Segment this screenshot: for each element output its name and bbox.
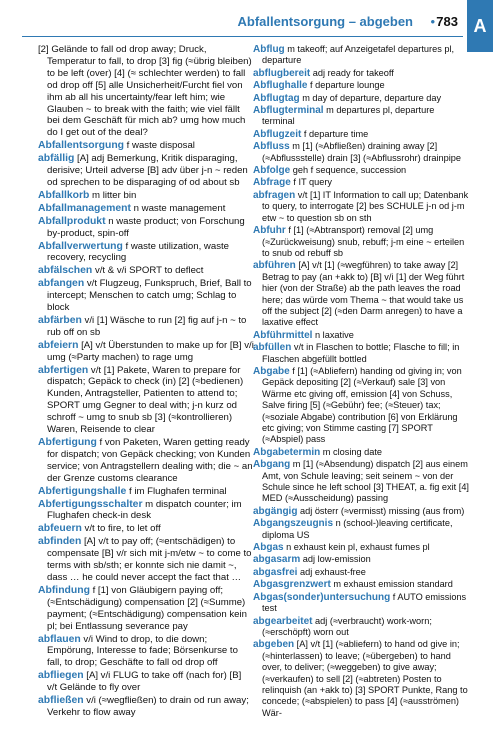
dictionary-entry [253,506,469,517]
entry-definition: m [1] (≈Abfließen) draining away [2] (≈Abflussstelle) drain [3] (≈Abflussrohr) drainpipe [262,141,462,163]
headword: Abflugterminal [253,105,324,117]
page-header [0,0,493,44]
headword: Abgas(sonder)untersuchung [253,591,391,603]
entry-definition: v/t to fire, to let off [81,523,161,535]
entry-definition: f departure time [301,128,369,139]
headword: Abflug [253,44,285,55]
dictionary-entry [38,216,254,240]
dictionary-entry [253,616,469,639]
headword: abfinden [38,536,82,548]
entry-definition: adj österr (≈vermisst) missing (aus from) [297,505,465,516]
headword: Abgas [253,542,284,554]
dictionary-entry [38,340,254,364]
headword: abgängig [253,505,298,517]
dictionary-entry [253,542,469,553]
dictionary-entry [38,265,254,277]
headword: abgeben [253,639,295,651]
entry-definition: v/i (≈wegfließen) to drain od run away; Verkehr to flow away [47,695,249,718]
dictionary-entry [38,437,254,485]
dictionary-entry [253,330,469,341]
dictionary-entry [38,634,254,670]
entry-definition: m exhaust emission standard [330,579,453,590]
headword: abfragen [253,189,296,201]
left-column [38,44,254,720]
headword: Abgabe [253,365,290,377]
headword: Abfertigung [38,437,97,448]
entry-definition: f im Flughafen terminal [126,485,227,497]
entry-definition: adj (≈verbraucht) work-worn; (≈erschöpft) worn out [262,615,432,637]
headword: abfertigen [38,364,89,376]
headword: Abfallprodukt [38,215,106,227]
dictionary-entry [253,579,469,590]
entry-definition: f [1] (≈Abliefern) handing od giving in; von Gepäck depositing [2] (≈Verkauf) sale [3] von Wärme etc giving off, emission [4] von Schuss, Salve firing [5] (≈Gebühr) fee; (≈Steuer) tax; (≈soziale Abgabe) contribution [6] von Erklärung etc giving; von Stimme casting [7] SPORT (≈Abspiel) pass [262,365,462,445]
dictionary-entry [38,44,254,139]
headword: Abgabetermin [253,446,321,458]
right-column [253,44,469,720]
dictionary-entry [253,518,469,541]
headword: Abfallverwertung [38,240,123,252]
headword: Abflugtag [253,92,300,104]
entry-definition: v/t [1] IT Information to call up; Datenbank to query, to interrogate [2] bes SCHULE j-n od j-m etw ~ to question sb on sth [262,189,469,223]
headword: Abfrage [253,177,291,189]
dictionary-entry [253,260,469,328]
dictionary-entry [253,68,469,79]
entry-definition: m litter bin [89,189,137,201]
headword: Abfindung [38,584,90,596]
running-head: Abfallentsorgung – abgeben [237,14,413,29]
headword: Abfallmanagement [38,202,131,214]
entry-definition: f waste utilization, waste recovery, recycling [47,240,229,264]
dictionary-entry [38,486,254,498]
dictionary-entry [253,592,469,615]
entry-definition: [A] v/t Überstunden to make up for [B] v/i umg (≈Party machen) to rage umg [47,339,254,363]
entry-definition: m day of departure, departure day [299,92,442,103]
header-rule [22,36,463,37]
headword: Abgang [253,459,291,471]
dictionary-entry [38,523,254,535]
headword: Abgangszeugnis [253,518,334,530]
entry-definition: v/i Wind to drop, to die down; Empörung, Interesse to fade; Börsenkurse to fall, to drop; Geschäfte to fall od drop off [47,633,238,669]
headword: abführen [253,260,296,272]
dictionary-entry [38,499,254,523]
thumb-index-tab [467,0,493,52]
entry-definition: m departures pl, departure terminal [262,105,435,127]
entry-definition: f von Paketen, Waren getting ready for dispatch; von Gepäck checking; von Kunden service; von Antragstellern dealing with; die ~ an der Grenze customs clearance [47,437,253,484]
dictionary-entry [253,225,469,259]
dictionary-entry [253,554,469,565]
header-separator-dot: • [430,14,435,29]
headword: Abfallkorb [38,189,90,201]
dictionary-entry [38,190,254,202]
entry-definition: adj ready for takeoff [310,67,394,78]
headword: abflauen [38,633,81,645]
entry-definition: n laxative [312,329,354,340]
dictionary-entry [253,459,469,505]
entry-definition: n (school-)leaving certificate, diploma US [262,518,453,540]
page-number: 783 [436,14,458,29]
dictionary-entry [38,365,254,436]
dictionary-entry [253,447,469,458]
headword: abfälschen [38,265,93,277]
headword: Abfertigungsschalter [38,498,143,510]
dictionary-entry [38,585,254,633]
headword: abfeuern [38,523,82,535]
dictionary-entry [38,670,254,694]
headword: Abfertigungshalle [38,485,127,497]
thumb-index-letter: A [473,15,487,36]
dictionary-entry [253,639,469,719]
entry-definition: v/t [1] Pakete, Waren to prepare for dispatch; Gepäck to check (in) [2] (≈bedienen) Kunden, Antragsteller, Patienten to attend to; SPORT umg Gegner to deal with; j-n kurz od schroff ~ umg to snub sb [3] (≈kontrollieren) Waren, Reisende to clear [47,364,244,436]
entry-definition: [A] adj Bemerkung, Kritik disparaging, derisive; Urteil adverse [B] adv über j-n ~ reden od sprechen to be disparaging of od about sb [47,153,248,188]
entry-definition: n exhaust kein pl, exhaust fumes pl [283,542,430,553]
entry-definition: v/t & v/i SPORT to deflect [92,265,204,277]
entry-definition: m [1] (≈Absendung) dispatch [2] aus einem Amt, von Schule leaving; seit seinem ~ von der Schule since he left school [3] THEAT, a. fig exit [4] MED (≈Ausscheidung) passing [262,459,469,504]
entry-definition: m closing date [320,446,383,457]
headword: Abführmittel [253,329,313,341]
dictionary-entry [38,140,254,152]
dictionary-entry [253,366,469,446]
headword: abfällig [38,153,75,165]
dictionary-entry [253,141,469,164]
entry-definition: n waste management [130,202,226,214]
entry-definition: [A] v/t to pay off; (≈entschädigen) to compensate [B] v/r sich mit j-m/etw ~ to come to terms with sb/sth; er konnte sich nie damit ~, dass … he could never accept the fact that … [47,536,252,583]
dictionary-entry [253,567,469,578]
dictionary-entry [253,93,469,104]
dictionary-entry [253,190,469,224]
headword: abgearbeitet [253,615,313,627]
entry-definition: geh f sequence, succession [290,165,407,176]
entry-definition: v/t Flugzeug, Funkspruch, Brief, Ball to intercept; Menschen to catch umg; Schlag to block [47,278,252,314]
dictionary-entry [38,695,254,719]
headword: abfeiern [38,339,79,351]
headword: abfüllen [253,342,292,354]
entry-definition: adj exhaust-free [297,566,366,577]
dictionary-entry [253,165,469,176]
headword: abgasfrei [253,566,298,578]
entry-definition: n waste product; von Forschung by-product, spin-off [47,215,245,239]
headword: Abfuhr [253,225,286,237]
dictionary-entry [253,105,469,128]
entry-definition: adj low-emission [300,554,371,565]
entry-definition: [A] v/t [1] (≈abliefern) to hand od give in; (≈hinterlassen) to leave; (≈übergeben) to hand over, to deliver; (≈weggeben) to give away; (≈verkaufen) to sell [2] (≈abtreten) Posten to relinquish (an +akk to) [3] SPORT Punkte, Rang to concede; (≈abspielen) to pass [4] (≈ausströmen) Wär- [262,639,468,718]
headword: abfangen [38,278,85,290]
entry-definition: [A] v/t [1] (≈wegführen) to take away [2] Betrag to pay (an +akk to) [B] v/i [1] der Weg führt hier (von der Straße) ab the path leaves the road here; das würde vom Thema ~ that would take us off the subject [2] (≈den Darm anregen) to have a laxative effect [262,260,465,328]
dictionary-entry [253,129,469,140]
entry-definition: v/i [1] Wäsche to run [2] fig auf j-n ~ to rub off on sb [47,314,247,338]
dictionary-entry [38,278,254,314]
headword: Abfallentsorgung [38,140,125,152]
entry-definition: f IT query [290,177,332,188]
dictionary-entry [38,241,254,265]
entry-definition: m takeoff; auf Anzeigetafel departures pl, departure [262,44,455,66]
entry-definition: f [1] (≈Abtransport) removal [2] umg (≈Zurückweisung) snub, rebuff; j-m eine ~ erteilen to snub od rebuff sb [262,225,465,258]
headword: abfliegen [38,670,84,682]
headword: Abfluss [253,141,290,153]
dictionary-entry [253,342,469,365]
dictionary-entry [38,315,254,339]
headword: abfärben [38,314,82,326]
dictionary-entry [38,203,254,215]
headword: abflugbereit [253,67,311,79]
headword: Abfolge [253,165,291,177]
entry-definition: [A] v/i FLUG to take off (nach for) [B] v/t Gelände to fly over [47,670,242,694]
headword: abgasarm [253,554,301,566]
entry-definition: f [1] von Gläubigern paying off; (≈Entschädigung) compensation [2] (≈Summe) payment; (≈Entschädigung) compensation kein pl; bei Entlassung severance pay [47,584,247,632]
entry-definition: f AUTO emissions test [262,591,467,614]
entry-definition: f departure lounge [307,80,385,91]
entry-definition: v/t in Flaschen to bottle; Flasche to fill; in Flaschen abgefüllt bottled [262,342,460,364]
dictionary-entry [38,153,254,189]
dictionary-entry [253,80,469,91]
headword: Abflughalle [253,80,308,92]
entry-definition: f waste disposal [124,140,195,152]
dictionary-entry [253,44,469,67]
entry-continuation: [2] Gelände to fall od drop away; Druck, Temperatur to fall, to drop [3] fig (≈übrig bleiben) to be left (over) [4] (≈ schlechter werden) to fall od drop off [5] alle Unsicherheit/Furcht fiel von ihm ab all his uncertainty/fear left him; wie Glauben ~ to break with the faith; wie viel fällt bei dem Geschäft für mich ab? umg how much do I get out of the deal? [38,44,252,139]
dictionary-entry [253,177,469,188]
dictionary-entry [38,536,254,584]
headword: Abgasgrenzwert [253,579,331,591]
headword: Abflugzeit [253,128,302,140]
headword: abfließen [38,695,84,707]
entry-definition: m dispatch counter; im Flughafen check-in desk [47,498,242,522]
